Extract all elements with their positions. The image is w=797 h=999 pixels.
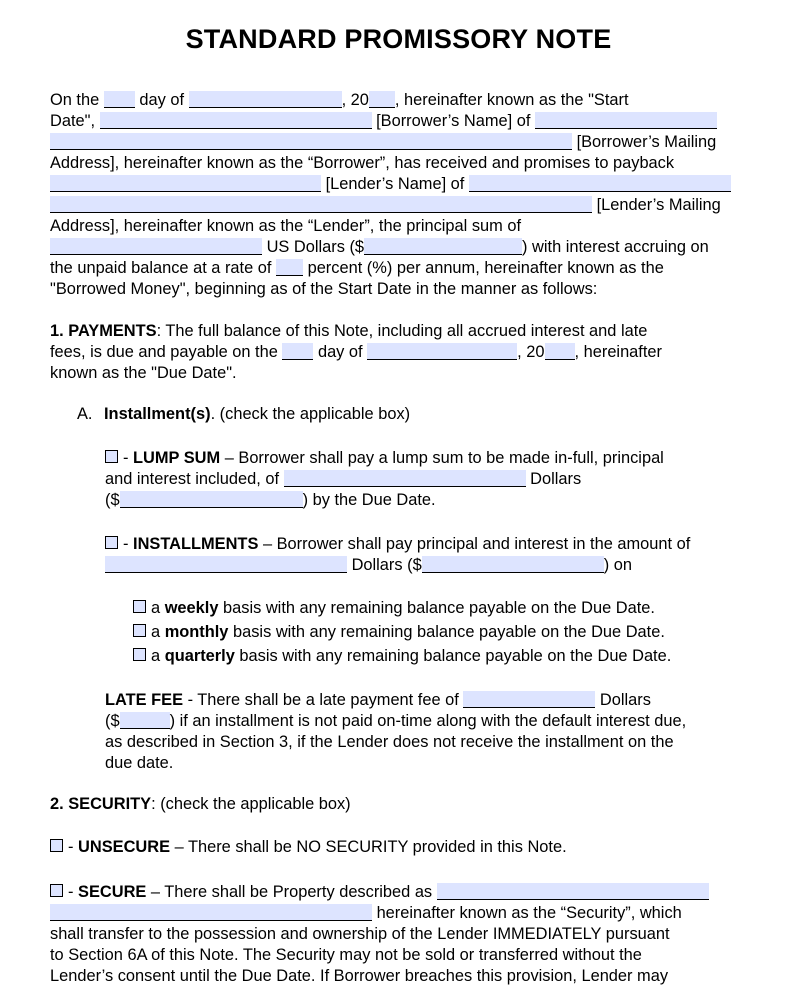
text: - [68, 838, 74, 856]
text: – There shall be Property described as [150, 883, 433, 901]
installment-option-quarterly [133, 646, 671, 666]
installment-option-monthly [133, 622, 665, 642]
intro-line-1 [50, 90, 629, 110]
intro-line-9 [50, 258, 664, 278]
document-title: STANDARD PROMISSORY NOTE [185, 24, 612, 54]
lump-sum-checkbox[interactable] [105, 450, 118, 463]
text: ($ [105, 712, 120, 730]
principal-words-field[interactable] [50, 238, 262, 255]
text: day of [139, 91, 184, 109]
text: quarterly [164, 647, 235, 665]
unsecure-line [50, 837, 567, 857]
text: , 20 [341, 91, 369, 109]
intro-line-6 [50, 195, 721, 215]
text: . (check the applicable box) [210, 405, 411, 423]
security-heading: 2. SECURITY [50, 795, 152, 813]
text: A. [77, 405, 93, 423]
late-fee-line-3: as described in Section 3, if the Lender does not receive the installment on the [105, 733, 674, 751]
lump-sum-line-2 [105, 469, 581, 489]
text: : (check the applicable box) [151, 795, 351, 813]
text: a [151, 647, 161, 665]
intro-line-8 [50, 237, 709, 257]
installments-checkbox[interactable] [105, 536, 118, 549]
installment-heading: Installment(s) [104, 405, 211, 423]
text: - There shall be a late payment fee of [187, 691, 459, 709]
installment-words-field[interactable] [105, 556, 347, 573]
lump-sum-amount-field[interactable] [120, 491, 303, 508]
security-description-field-2[interactable] [50, 904, 372, 921]
interest-rate-field[interactable] [276, 259, 303, 276]
unsecure-checkbox[interactable] [50, 839, 63, 852]
intro-line-7: Address], hereinafter known as the “Lender”, the principal sum of [50, 217, 522, 235]
text: , 20 [517, 343, 545, 361]
text: , hereinafter [574, 343, 662, 361]
secure-line-1 [50, 882, 709, 902]
unsecure-label: UNSECURE [78, 838, 171, 856]
payments-line-3: known as the "Due Date". [50, 364, 237, 382]
text: weekly [164, 599, 219, 617]
installment-option-weekly [133, 598, 655, 618]
intro-line-5 [50, 174, 731, 194]
text: – Borrower shall pay principal and interest in the amount of [262, 535, 691, 553]
text: – Borrower shall pay a lump sum to be made in-full, principal [224, 449, 664, 467]
text: [Lender’s Name] of [325, 175, 465, 193]
text: basis with any remaining balance payable on the Due Date. [233, 623, 665, 641]
quarterly-checkbox[interactable] [133, 648, 146, 661]
text: Dollars [530, 470, 582, 488]
weekly-checkbox[interactable] [133, 600, 146, 613]
text: ) with interest accruing on [522, 238, 709, 256]
start-month-field[interactable] [189, 91, 342, 108]
text: – There shall be NO SECURITY provided in this Note. [174, 838, 567, 856]
text: Date", [50, 112, 95, 130]
intro-line-2 [50, 111, 717, 131]
borrower-name-field[interactable] [100, 112, 372, 129]
late-fee-words-field[interactable] [463, 691, 595, 708]
text: : The full balance of this Note, including all accrued interest and late [156, 322, 648, 340]
text: fees, is due and payable on the [50, 343, 278, 361]
security-description-field-1[interactable] [437, 883, 709, 900]
intro-line-10: "Borrowed Money", beginning as of the Start Date in the manner as follows: [50, 280, 598, 298]
lump-sum-line-1 [105, 448, 664, 468]
late-fee-amount-field[interactable] [120, 712, 170, 729]
monthly-checkbox[interactable] [133, 624, 146, 637]
secure-line-3: shall transfer to the possession and ownership of the Lender IMMEDIATELY pursuant [50, 925, 670, 943]
text: a [151, 599, 161, 617]
payments-heading: 1. PAYMENTS [50, 322, 157, 340]
installments-line-1 [105, 534, 690, 554]
text: ) on [603, 556, 632, 574]
text: [Borrower’s Mailing [576, 133, 717, 151]
lender-name-field[interactable] [50, 175, 321, 192]
text: and interest included, of [105, 470, 280, 488]
text: day of [317, 343, 363, 361]
due-day-field[interactable] [282, 343, 313, 360]
borrower-address-field-1[interactable] [535, 112, 717, 129]
due-year-field[interactable] [545, 343, 575, 360]
text: [Borrower’s Name] of [376, 112, 531, 130]
secure-line-2 [50, 903, 682, 923]
text: a [151, 623, 161, 641]
lender-address-field-1[interactable] [469, 175, 731, 192]
text: Dollars [599, 691, 651, 709]
start-year-field[interactable] [369, 91, 395, 108]
payments-line-2 [50, 342, 662, 362]
late-fee-line-1 [105, 690, 651, 710]
text: percent (%) per annum, hereinafter known as the [307, 259, 664, 277]
lump-sum-words-field[interactable] [284, 470, 526, 487]
text: US Dollars ($ [266, 238, 365, 256]
text: - [123, 535, 129, 553]
principal-amount-field[interactable] [364, 238, 522, 255]
late-fee-line-4: due date. [105, 754, 174, 772]
secure-label: SECURE [78, 883, 147, 901]
text: [Lender’s Mailing [596, 196, 721, 214]
text: the unpaid balance at a rate of [50, 259, 272, 277]
intro-line-4: Address], hereinafter known as the “Borrower”, has received and promises to payback [50, 154, 675, 172]
text: ) by the Due Date. [302, 491, 436, 509]
text: On the [50, 91, 100, 109]
text: Dollars ($ [351, 556, 422, 574]
borrower-address-field-2[interactable] [50, 133, 572, 150]
text: ) if an installment is not paid on-time along with the default interest due, [169, 712, 687, 730]
installments-label: INSTALLMENTS [133, 535, 259, 553]
intro-line-3 [50, 132, 716, 152]
text: basis with any remaining balance payable on the Due Date. [223, 599, 655, 617]
security-heading-line [50, 794, 351, 814]
payments-line-1 [50, 321, 647, 341]
installments-line-2 [105, 555, 632, 575]
due-month-field[interactable] [367, 343, 517, 360]
late-fee-line-2 [105, 711, 686, 731]
late-fee-label: LATE FEE [105, 691, 184, 709]
text: , hereinafter known as the "Start [394, 91, 629, 109]
lump-sum-line-3 [105, 490, 436, 510]
installment-heading-line [77, 404, 410, 424]
text: monthly [164, 623, 229, 641]
secure-checkbox[interactable] [50, 884, 63, 897]
lump-sum-label: LUMP SUM [133, 449, 221, 467]
text: - [123, 449, 129, 467]
installment-amount-field[interactable] [422, 556, 604, 573]
text: basis with any remaining balance payable on the Due Date. [239, 647, 672, 665]
lender-address-field-2[interactable] [50, 196, 592, 213]
text: - [68, 883, 74, 901]
secure-line-5: Lender’s consent until the Due Date. If Borrower breaches this provision, Lender may [50, 967, 669, 985]
text: ($ [105, 491, 120, 509]
start-day-field[interactable] [104, 91, 135, 108]
secure-line-4: to Section 6A of this Note. The Security may not be sold or transferred without the [50, 946, 642, 964]
text: hereinafter known as the “Security”, which [376, 904, 682, 922]
